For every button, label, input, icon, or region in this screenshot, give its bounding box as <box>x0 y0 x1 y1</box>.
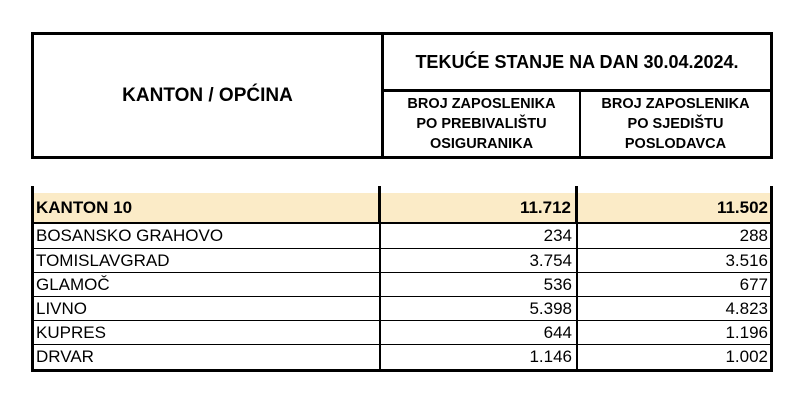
table-row <box>31 321 773 345</box>
residence-value: 644 <box>381 321 578 344</box>
municipality-column-header: KANTON / OPĆINA <box>34 35 384 156</box>
total-employer-value: 11.502 <box>716 197 768 217</box>
residence-value: 536 <box>381 273 578 296</box>
total-name: KANTON 10 <box>34 193 381 222</box>
table-row <box>31 273 773 297</box>
municipality-name: LIVNO <box>34 297 381 320</box>
residence-column-header: BROJ ZAPOSLENIKA PO PREBIVALIŠTU OSIGURANIKA <box>384 92 581 156</box>
employer-value: 1.002 <box>725 347 768 366</box>
table-row <box>31 297 773 321</box>
period-header: TEKUĆE STANJE NA DAN 30.04.2024. <box>384 35 770 92</box>
municipality-name: GLAMOČ <box>34 273 381 296</box>
table-header <box>31 32 773 159</box>
municipality-name: BOSANSKO GRAHOVO <box>34 224 381 248</box>
municipality-name: KUPRES <box>34 321 381 344</box>
residence-value: 1.146 <box>381 345 578 369</box>
residence-value: 234 <box>381 224 578 248</box>
employer-seat-column-header: BROJ ZAPOSLENIKA PO SJEDIŠTU POSLODAVCA <box>601 96 750 152</box>
employer-value: 677 <box>739 274 768 294</box>
table-top-edge <box>31 186 773 193</box>
employment-table <box>31 186 773 380</box>
residence-value: 5.398 <box>381 297 578 320</box>
employer-value: 3.516 <box>725 250 768 270</box>
employer-value: 1.196 <box>725 322 768 342</box>
employer-value: 4.823 <box>725 298 768 318</box>
table-row <box>31 224 773 249</box>
municipality-name: TOMISLAVGRAD <box>34 249 381 272</box>
total-row <box>31 193 773 224</box>
municipality-name: DRVAR <box>34 345 381 369</box>
table-row <box>31 345 773 372</box>
residence-value: 3.754 <box>381 249 578 272</box>
total-residence-value: 11.712 <box>381 193 578 222</box>
table-row <box>31 249 773 273</box>
employer-value: 288 <box>739 226 768 245</box>
